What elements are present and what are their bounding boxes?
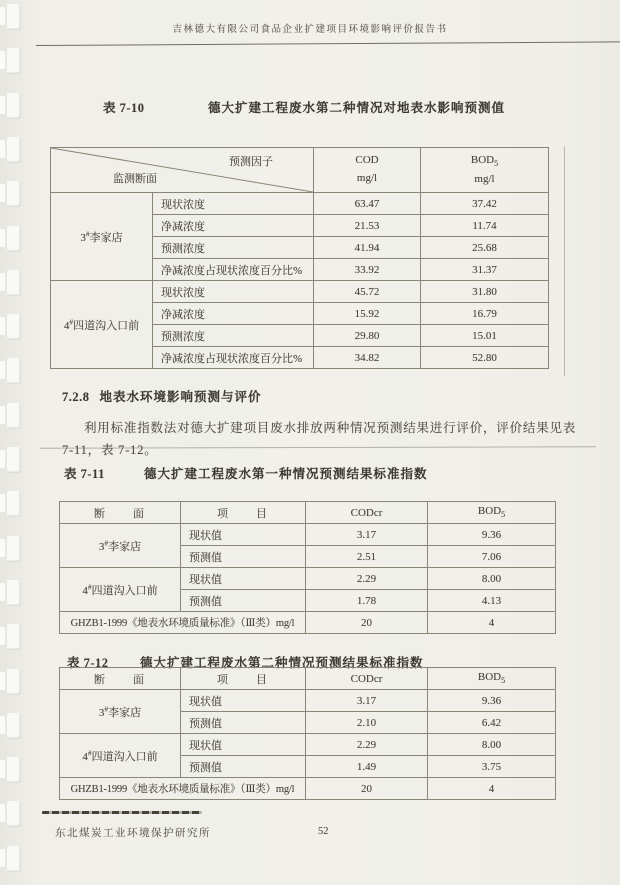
diagonal-header-cell [51, 148, 314, 193]
cod-label: COD [355, 154, 379, 167]
binding-hole [7, 846, 20, 871]
table-7-12-title: 德大扩建工程废水第二种情况预测结果标准指数 [140, 656, 424, 670]
header-rule [36, 41, 620, 46]
item-cell: 预测浓度 [153, 325, 314, 347]
standard-row-label: GHZB1-1999《地表水环境质量标准》（Ⅲ类）mg/l [60, 612, 306, 634]
binding-hole [7, 491, 20, 516]
header-section: 断 面 [60, 668, 181, 690]
item-cell: 净减浓度 [153, 215, 314, 237]
table-7-11 [59, 501, 556, 634]
value-cell: 63.47 [314, 193, 421, 215]
value-cell: 7.06 [428, 546, 556, 568]
value-cell: 41.94 [314, 237, 421, 259]
value-cell: 34.82 [314, 347, 421, 369]
section-heading [62, 387, 262, 405]
binding-hole [7, 713, 20, 738]
value-cell: 20 [306, 778, 428, 800]
item-cell: 预测浓度 [153, 237, 314, 259]
item-cell: 现状浓度 [153, 193, 314, 215]
scan-artifact-vertical-line [564, 146, 565, 376]
value-cell: 8.00 [428, 568, 556, 590]
page-number: 52 [318, 826, 329, 837]
value-cell: 37.42 [421, 193, 549, 215]
value-cell: 21.53 [314, 215, 421, 237]
table-row [51, 148, 549, 193]
value-cell: 3.17 [306, 524, 428, 546]
table-row [60, 734, 556, 756]
header-bod5: $BOD_5$ [428, 668, 556, 690]
section-label-sidaogou: 4#四道沟入口前 [60, 568, 181, 612]
paragraph-line-2: 7-11，表 7-12。 [62, 443, 158, 457]
item-cell: 净减浓度占现状浓度百分比% [153, 347, 314, 369]
value-cell: 2.51 [306, 546, 428, 568]
table-7-10-title: 德大扩建工程废水第二种情况对地表水影响预测值 [208, 101, 506, 115]
value-cell: 9.36 [428, 690, 556, 712]
value-cell: 31.80 [421, 281, 549, 303]
section-title: 地表水环境影响预测与评价 [99, 390, 262, 404]
binding-hole [7, 4, 20, 29]
footer-institute: 东北煤炭工业环境保护研究所 [55, 828, 211, 839]
section-label-lijiadian: 3#李家店 [60, 690, 181, 734]
table-row [60, 778, 556, 800]
item-cell: 现状值 [181, 690, 306, 712]
item-cell: 预测值 [181, 590, 306, 612]
binding-hole [7, 580, 20, 605]
bod-unit: mg/l [474, 172, 495, 185]
value-cell: 15.01 [421, 325, 549, 347]
value-cell: 4.13 [428, 590, 556, 612]
table-7-12-label: 表 7-12 [67, 656, 109, 670]
value-cell: 33.92 [314, 259, 421, 281]
header-item: 项 目 [181, 502, 306, 524]
section-label-lijiadian: 3#李家店 [60, 524, 181, 568]
header-item: 项 目 [181, 668, 306, 690]
header-codcr: CODcr [306, 502, 428, 524]
document-header-title: 吉林德大有限公司食品企业扩建项目环境影响评价报告书 [172, 25, 448, 35]
binding-hole [7, 181, 20, 206]
table-row [60, 612, 556, 634]
binding-hole [7, 801, 20, 826]
binding-hole [7, 93, 20, 118]
item-cell: 预测值 [181, 756, 306, 778]
value-cell: 8.00 [428, 734, 556, 756]
item-cell: 现状浓度 [153, 281, 314, 303]
value-cell: 2.29 [306, 734, 428, 756]
header-codcr: CODcr [306, 668, 428, 690]
value-cell: 15.92 [314, 303, 421, 325]
value-cell: 31.37 [421, 259, 549, 281]
binding-hole [7, 358, 20, 383]
item-cell: 净减浓度 [153, 303, 314, 325]
binding-hole [7, 447, 20, 472]
binding-hole [7, 137, 20, 162]
binding-hole [7, 270, 20, 295]
binding-hole [7, 403, 20, 428]
header-monitor-section: 监测断面 [113, 173, 157, 185]
header-bod5 [421, 148, 549, 193]
header-predict-factor: 预测因子 [229, 156, 273, 168]
value-cell: 4 [428, 612, 556, 634]
table-7-11-title: 德大扩建工程废水第一种情况预测结果标准指数 [144, 467, 428, 481]
section-label-lijiadian: 3#李家店 [51, 193, 153, 281]
binding-hole [7, 669, 20, 694]
table-7-10-label: 表 7-10 [103, 101, 145, 115]
value-cell: 1.78 [306, 590, 428, 612]
section-label-sidaogou: 4#四道沟入口前 [60, 734, 181, 778]
section-number: 7.2.8 [62, 390, 90, 404]
value-cell: 4 [428, 778, 556, 800]
bod-label: $BOD_5$ [470, 153, 499, 168]
value-cell: 1.49 [306, 756, 428, 778]
scan-artifact-underline [40, 446, 596, 448]
value-cell: 3.17 [306, 690, 428, 712]
item-cell: 预测值 [181, 712, 306, 734]
table-row [60, 568, 556, 590]
value-cell: 6.42 [428, 712, 556, 734]
standard-row-label: GHZB1-1999《地表水环境质量标准》（Ⅲ类）mg/l [60, 778, 306, 800]
paragraph-line-1: 利用标准指数法对德大扩建项目废水排放两种情况预测结果进行评价，评价结果见表 [84, 421, 577, 435]
value-cell: 29.80 [314, 325, 421, 347]
binding-hole [7, 314, 20, 339]
table-row [60, 502, 556, 524]
binding-hole [7, 536, 20, 561]
value-cell: 20 [306, 612, 428, 634]
value-cell: 3.75 [428, 756, 556, 778]
item-cell: 现状值 [181, 568, 306, 590]
value-cell: 45.72 [314, 281, 421, 303]
value-cell: 9.36 [428, 524, 556, 546]
table-7-11-label: 表 7-11 [64, 467, 105, 481]
value-cell: 2.10 [306, 712, 428, 734]
binding-hole [7, 624, 20, 649]
binding-hole [7, 226, 20, 251]
value-cell: 16.79 [421, 303, 549, 325]
header-bod5: $BOD_5$ [428, 502, 556, 524]
value-cell: 2.29 [306, 568, 428, 590]
table-row [60, 668, 556, 690]
section-label-sidaogou: 4#四道沟入口前 [51, 281, 153, 369]
header-cod [314, 148, 421, 193]
item-cell: 现状值 [181, 524, 306, 546]
item-cell: 净减浓度占现状浓度百分比% [153, 259, 314, 281]
table-row [51, 281, 549, 303]
item-cell: 预测值 [181, 546, 306, 568]
binding-hole [7, 757, 20, 782]
diagonal-line [51, 148, 313, 192]
binding-hole [7, 48, 20, 73]
table-row [60, 524, 556, 546]
value-cell: 25.68 [421, 237, 549, 259]
table-7-12 [59, 667, 556, 800]
table-7-10 [50, 147, 549, 369]
cod-unit: mg/l [356, 172, 378, 184]
table-row [51, 193, 549, 215]
header-section: 断 面 [60, 502, 181, 524]
scan-artifact-dark-strip [42, 811, 202, 814]
item-cell: 现状值 [181, 734, 306, 756]
value-cell: 11.74 [421, 215, 549, 237]
table-row [60, 690, 556, 712]
value-cell: 52.80 [421, 347, 549, 369]
